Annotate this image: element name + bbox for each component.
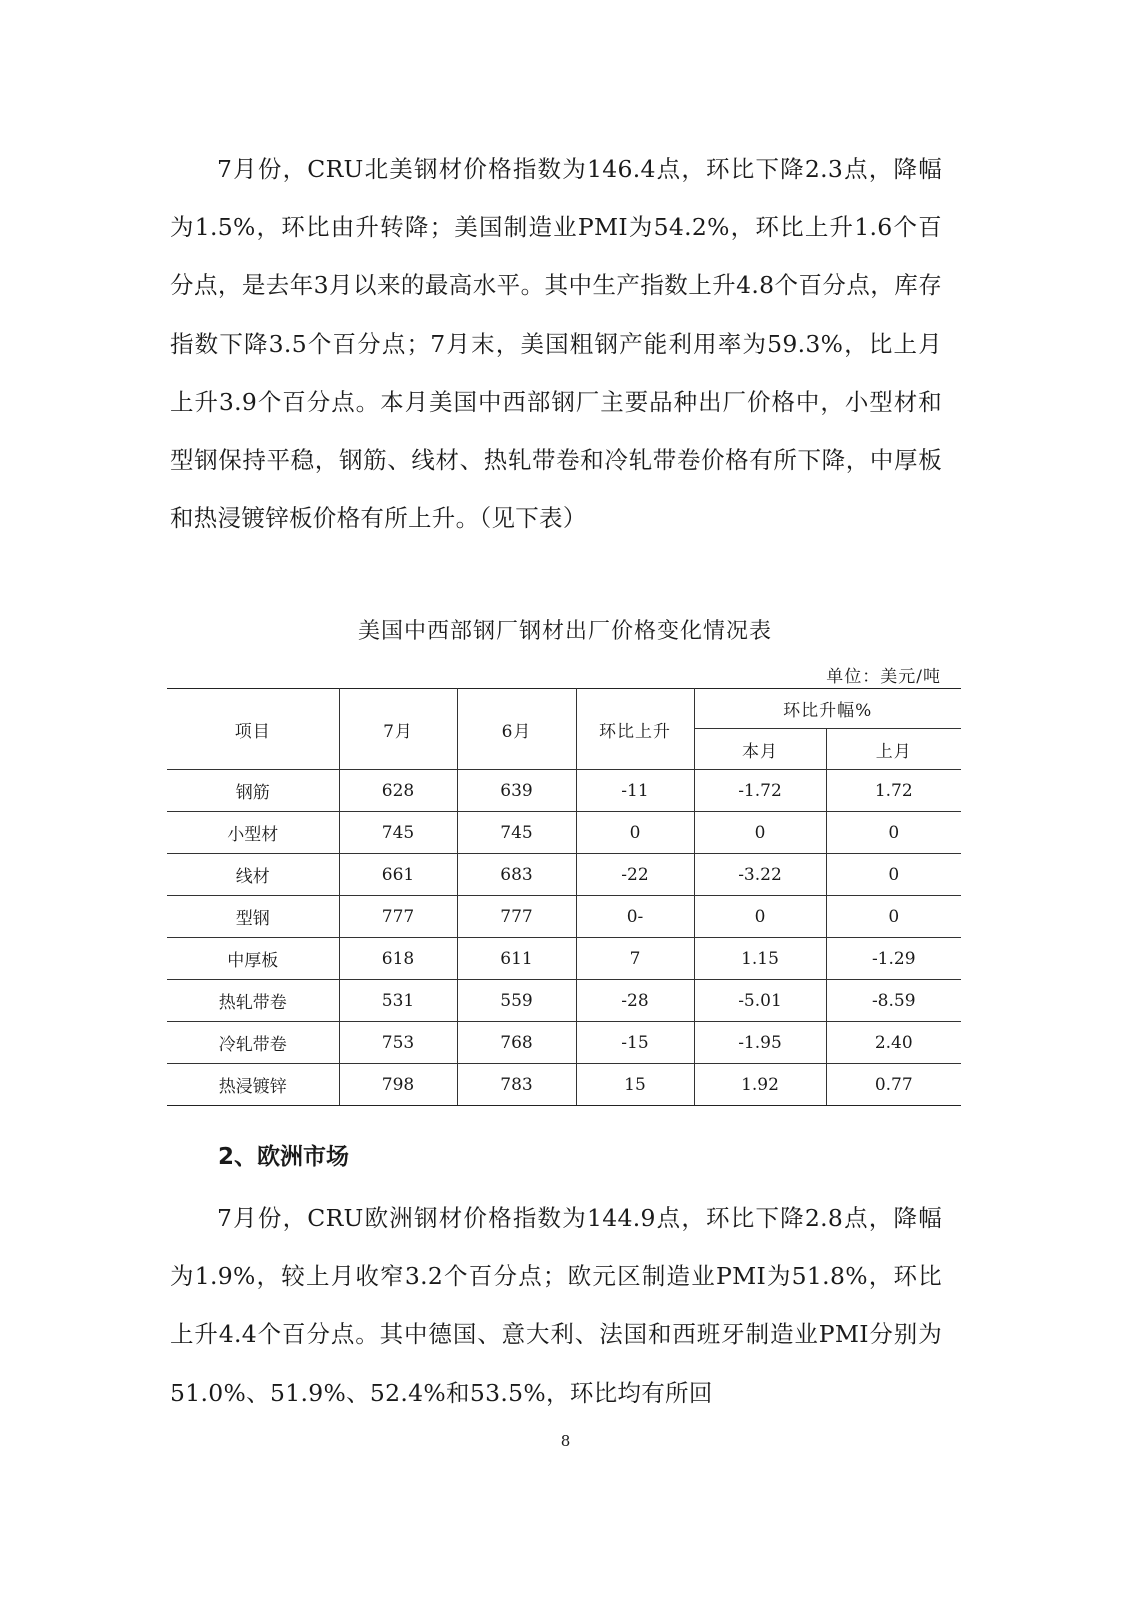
section-heading-europe: 2、欧洲市场 [218, 1144, 350, 1170]
cell-june: 559 [457, 980, 576, 1022]
cell-this-month: 0 [694, 896, 826, 938]
table-unit: 单位：美元/吨 [826, 667, 941, 687]
paragraph-north-america: 7月份，CRU北美钢材价格指数为146.4点，环比下降2.3点，降幅为1.5%，环比由升转降；美国制造业PMI为54.2%，环比上升1.6个百分点，是去年3月以来的最高水平。其中生产指数上升4.8个百分点，库存指数下降3.5个百分点；7月末，美国粗钢产能利用率为59.3%，比上月上升3.9个百分点。本月美国中西部钢厂主要品种出厂价格中，小型材和型钢保持平稳，钢筋、线材、热轧带卷和冷轧带卷价格有所下降，中厚板和热浸镀锌板价格有所上升。（见下表） [170, 155, 942, 533]
table-row [167, 980, 961, 1022]
table-row [167, 896, 961, 938]
price-table [167, 688, 961, 1106]
cell-change: -22 [576, 854, 694, 896]
cell-item: 冷轧带卷 [167, 1022, 339, 1064]
cell-july: 628 [339, 770, 457, 812]
header-july: 7月 [339, 689, 457, 770]
cell-item: 热浸镀锌 [167, 1064, 339, 1106]
cell-change: 7 [576, 938, 694, 980]
cell-june: 783 [457, 1064, 576, 1106]
table-row [167, 1064, 961, 1106]
cell-last-month: -1.29 [826, 938, 961, 980]
header-last-month: 上月 [826, 729, 961, 770]
cell-last-month: 1.72 [826, 770, 961, 812]
cell-this-month: -1.95 [694, 1022, 826, 1064]
cell-this-month: -3.22 [694, 854, 826, 896]
header-mom-pct: 环比升幅% [694, 689, 961, 729]
cell-item: 线材 [167, 854, 339, 896]
cell-july: 777 [339, 896, 457, 938]
table-row [167, 1022, 961, 1064]
page-number: 8 [560, 1432, 571, 1450]
table-row [167, 812, 961, 854]
cell-june: 611 [457, 938, 576, 980]
cell-change: -11 [576, 770, 694, 812]
cell-july: 531 [339, 980, 457, 1022]
cell-this-month: -1.72 [694, 770, 826, 812]
cell-item: 热轧带卷 [167, 980, 339, 1022]
header-this-month: 本月 [694, 729, 826, 770]
cell-last-month: -8.59 [826, 980, 961, 1022]
cell-july: 798 [339, 1064, 457, 1106]
cell-last-month: 0 [826, 854, 961, 896]
cell-change: 0 [576, 812, 694, 854]
cell-last-month: 2.40 [826, 1022, 961, 1064]
cell-june: 639 [457, 770, 576, 812]
table-row [167, 938, 961, 980]
cell-june: 683 [457, 854, 576, 896]
header-june: 6月 [457, 689, 576, 770]
cell-last-month: 0 [826, 812, 961, 854]
cell-june: 768 [457, 1022, 576, 1064]
cell-item: 小型材 [167, 812, 339, 854]
cell-july: 753 [339, 1022, 457, 1064]
paragraph-europe: 7月份，CRU欧洲钢材价格指数为144.9点，环比下降2.8点，降幅为1.9%，较上月收窄3.2个百分点；欧元区制造业PMI为51.8%，环比上升4.4个百分点。其中德国、意大利、法国和西班牙制造业PMI分别为51.0%、51.9%、52.4%和53.5%，环比均有所回 [170, 1204, 942, 1407]
table-title: 美国中西部钢厂钢材出厂价格变化情况表 [357, 619, 772, 644]
cell-this-month: 1.15 [694, 938, 826, 980]
cell-june: 745 [457, 812, 576, 854]
header-item: 项目 [167, 689, 339, 770]
cell-july: 745 [339, 812, 457, 854]
table-row [167, 770, 961, 812]
cell-item: 中厚板 [167, 938, 339, 980]
cell-item: 型钢 [167, 896, 339, 938]
cell-july: 661 [339, 854, 457, 896]
cell-this-month: 0 [694, 812, 826, 854]
cell-change: 15 [576, 1064, 694, 1106]
cell-change: 0- [576, 896, 694, 938]
cell-june: 777 [457, 896, 576, 938]
cell-last-month: 0.77 [826, 1064, 961, 1106]
cell-this-month: -5.01 [694, 980, 826, 1022]
cell-item: 钢筋 [167, 770, 339, 812]
header-mom-change: 环比上升 [576, 689, 694, 770]
cell-change: -28 [576, 980, 694, 1022]
cell-this-month: 1.92 [694, 1064, 826, 1106]
cell-july: 618 [339, 938, 457, 980]
cell-change: -15 [576, 1022, 694, 1064]
cell-last-month: 0 [826, 896, 961, 938]
table-row [167, 854, 961, 896]
